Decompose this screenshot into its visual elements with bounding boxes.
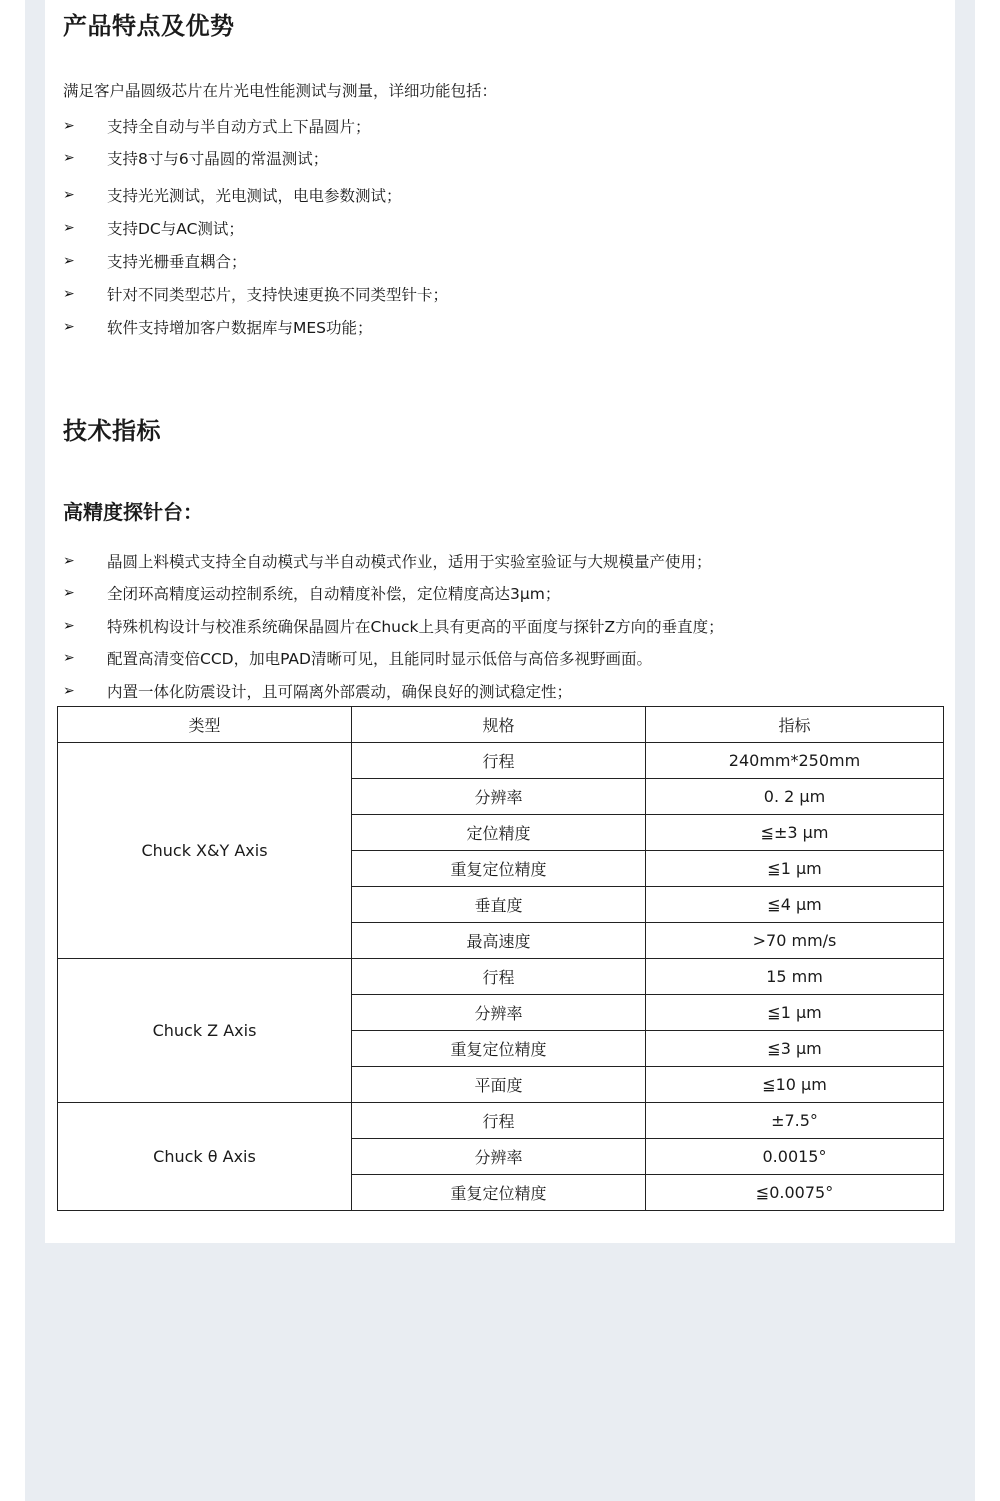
feature-text: 支持光栅垂直耦合； [107,253,247,271]
table-row [58,959,944,995]
feature-bullet [63,249,247,273]
table-header-row [58,707,944,743]
arrow-icon: ➢ [63,553,75,569]
value-cell: ≦4 μm [646,887,944,923]
type-cell: Chuck X&Y Axis [58,743,352,959]
value-cell: 15 mm [646,959,944,995]
spec-bullet [63,614,724,638]
spec-cell: 分辨率 [352,779,646,815]
arrow-icon: ➢ [63,650,75,666]
arrow-icon: ➢ [63,319,75,335]
spec-cell: 平面度 [352,1067,646,1103]
feature-text: 支持8寸与6寸晶圆的常温测试； [107,150,329,168]
spec-text: 全闭环高精度运动控制系统，自动精度补偿，定位精度高达3μm； [107,585,561,603]
arrow-icon: ➢ [63,683,75,699]
spec-cell: 重复定位精度 [352,1175,646,1211]
spec-text: 配置高清变倍CCD，加电PAD清晰可见，且能同时显示低倍与高倍多视野画面。 [107,650,652,668]
value-cell: ≦1 μm [646,851,944,887]
feature-bullet [63,315,373,339]
header-spec: 规格 [352,707,646,743]
specs-title: 技术指标 [63,417,161,445]
feature-bullet [63,216,244,240]
value-cell: ≦±3 μm [646,815,944,851]
spec-cell: 行程 [352,743,646,779]
arrow-icon: ➢ [63,118,75,134]
header-value: 指标 [646,707,944,743]
specs-subtitle: 高精度探针台： [63,500,203,524]
value-cell: ≦1 μm [646,995,944,1031]
spec-cell: 定位精度 [352,815,646,851]
arrow-icon: ➢ [63,253,75,269]
value-cell: 0. 2 μm [646,779,944,815]
spec-bullet [63,646,652,670]
value-cell: 0.0015° [646,1139,944,1175]
arrow-icon: ➢ [63,187,75,203]
spec-bullet [63,581,560,605]
spec-text: 晶圆上料模式支持全自动模式与半自动模式作业，适用于实验室验证与大规模量产使用； [107,553,712,571]
feature-bullet [63,146,328,170]
value-cell: ≦0.0075° [646,1175,944,1211]
spec-cell: 分辨率 [352,1139,646,1175]
spec-table [57,706,944,1211]
spec-cell: 重复定位精度 [352,1031,646,1067]
header-type: 类型 [58,707,352,743]
spec-text: 特殊机构设计与校准系统确保晶圆片在Chuck上具有更高的平面度与探针Z方向的垂直度； [107,618,724,636]
spec-bullet [63,679,572,703]
type-cell: Chuck θ Axis [58,1103,352,1211]
spec-bullet [63,549,712,573]
feature-text: 支持全自动与半自动方式上下晶圆片； [107,118,371,136]
arrow-icon: ➢ [63,585,75,601]
feature-text: 支持DC与AC测试； [107,220,244,238]
table-row [58,1103,944,1139]
arrow-icon: ➢ [63,220,75,236]
features-intro: 满足客户晶圆级芯片在片光电性能测试与测量，详细功能包括： [63,82,498,100]
type-cell: Chuck Z Axis [58,959,352,1103]
arrow-icon: ➢ [63,286,75,302]
table-row [58,743,944,779]
spec-cell: 分辨率 [352,995,646,1031]
spec-cell: 行程 [352,959,646,995]
feature-text: 支持光光测试，光电测试，电电参数测试； [107,187,402,205]
value-cell: >70 mm/s [646,923,944,959]
features-title: 产品特点及优势 [63,12,235,40]
spec-cell: 垂直度 [352,887,646,923]
arrow-icon: ➢ [63,150,75,166]
value-cell: ≦10 μm [646,1067,944,1103]
value-cell: 240mm*250mm [646,743,944,779]
feature-bullet [63,114,371,138]
spec-cell: 重复定位精度 [352,851,646,887]
spec-text: 内置一体化防震设计，且可隔离外部震动，确保良好的测试稳定性； [107,683,573,701]
spec-cell: 最高速度 [352,923,646,959]
spec-cell: 行程 [352,1103,646,1139]
value-cell: ≦3 μm [646,1031,944,1067]
value-cell: ±7.5° [646,1103,944,1139]
feature-bullet [63,282,448,306]
feature-text: 针对不同类型芯片，支持快速更换不同类型针卡； [107,286,449,304]
feature-bullet [63,183,402,207]
feature-text: 软件支持增加客户数据库与MES功能； [107,319,373,337]
arrow-icon: ➢ [63,618,75,634]
